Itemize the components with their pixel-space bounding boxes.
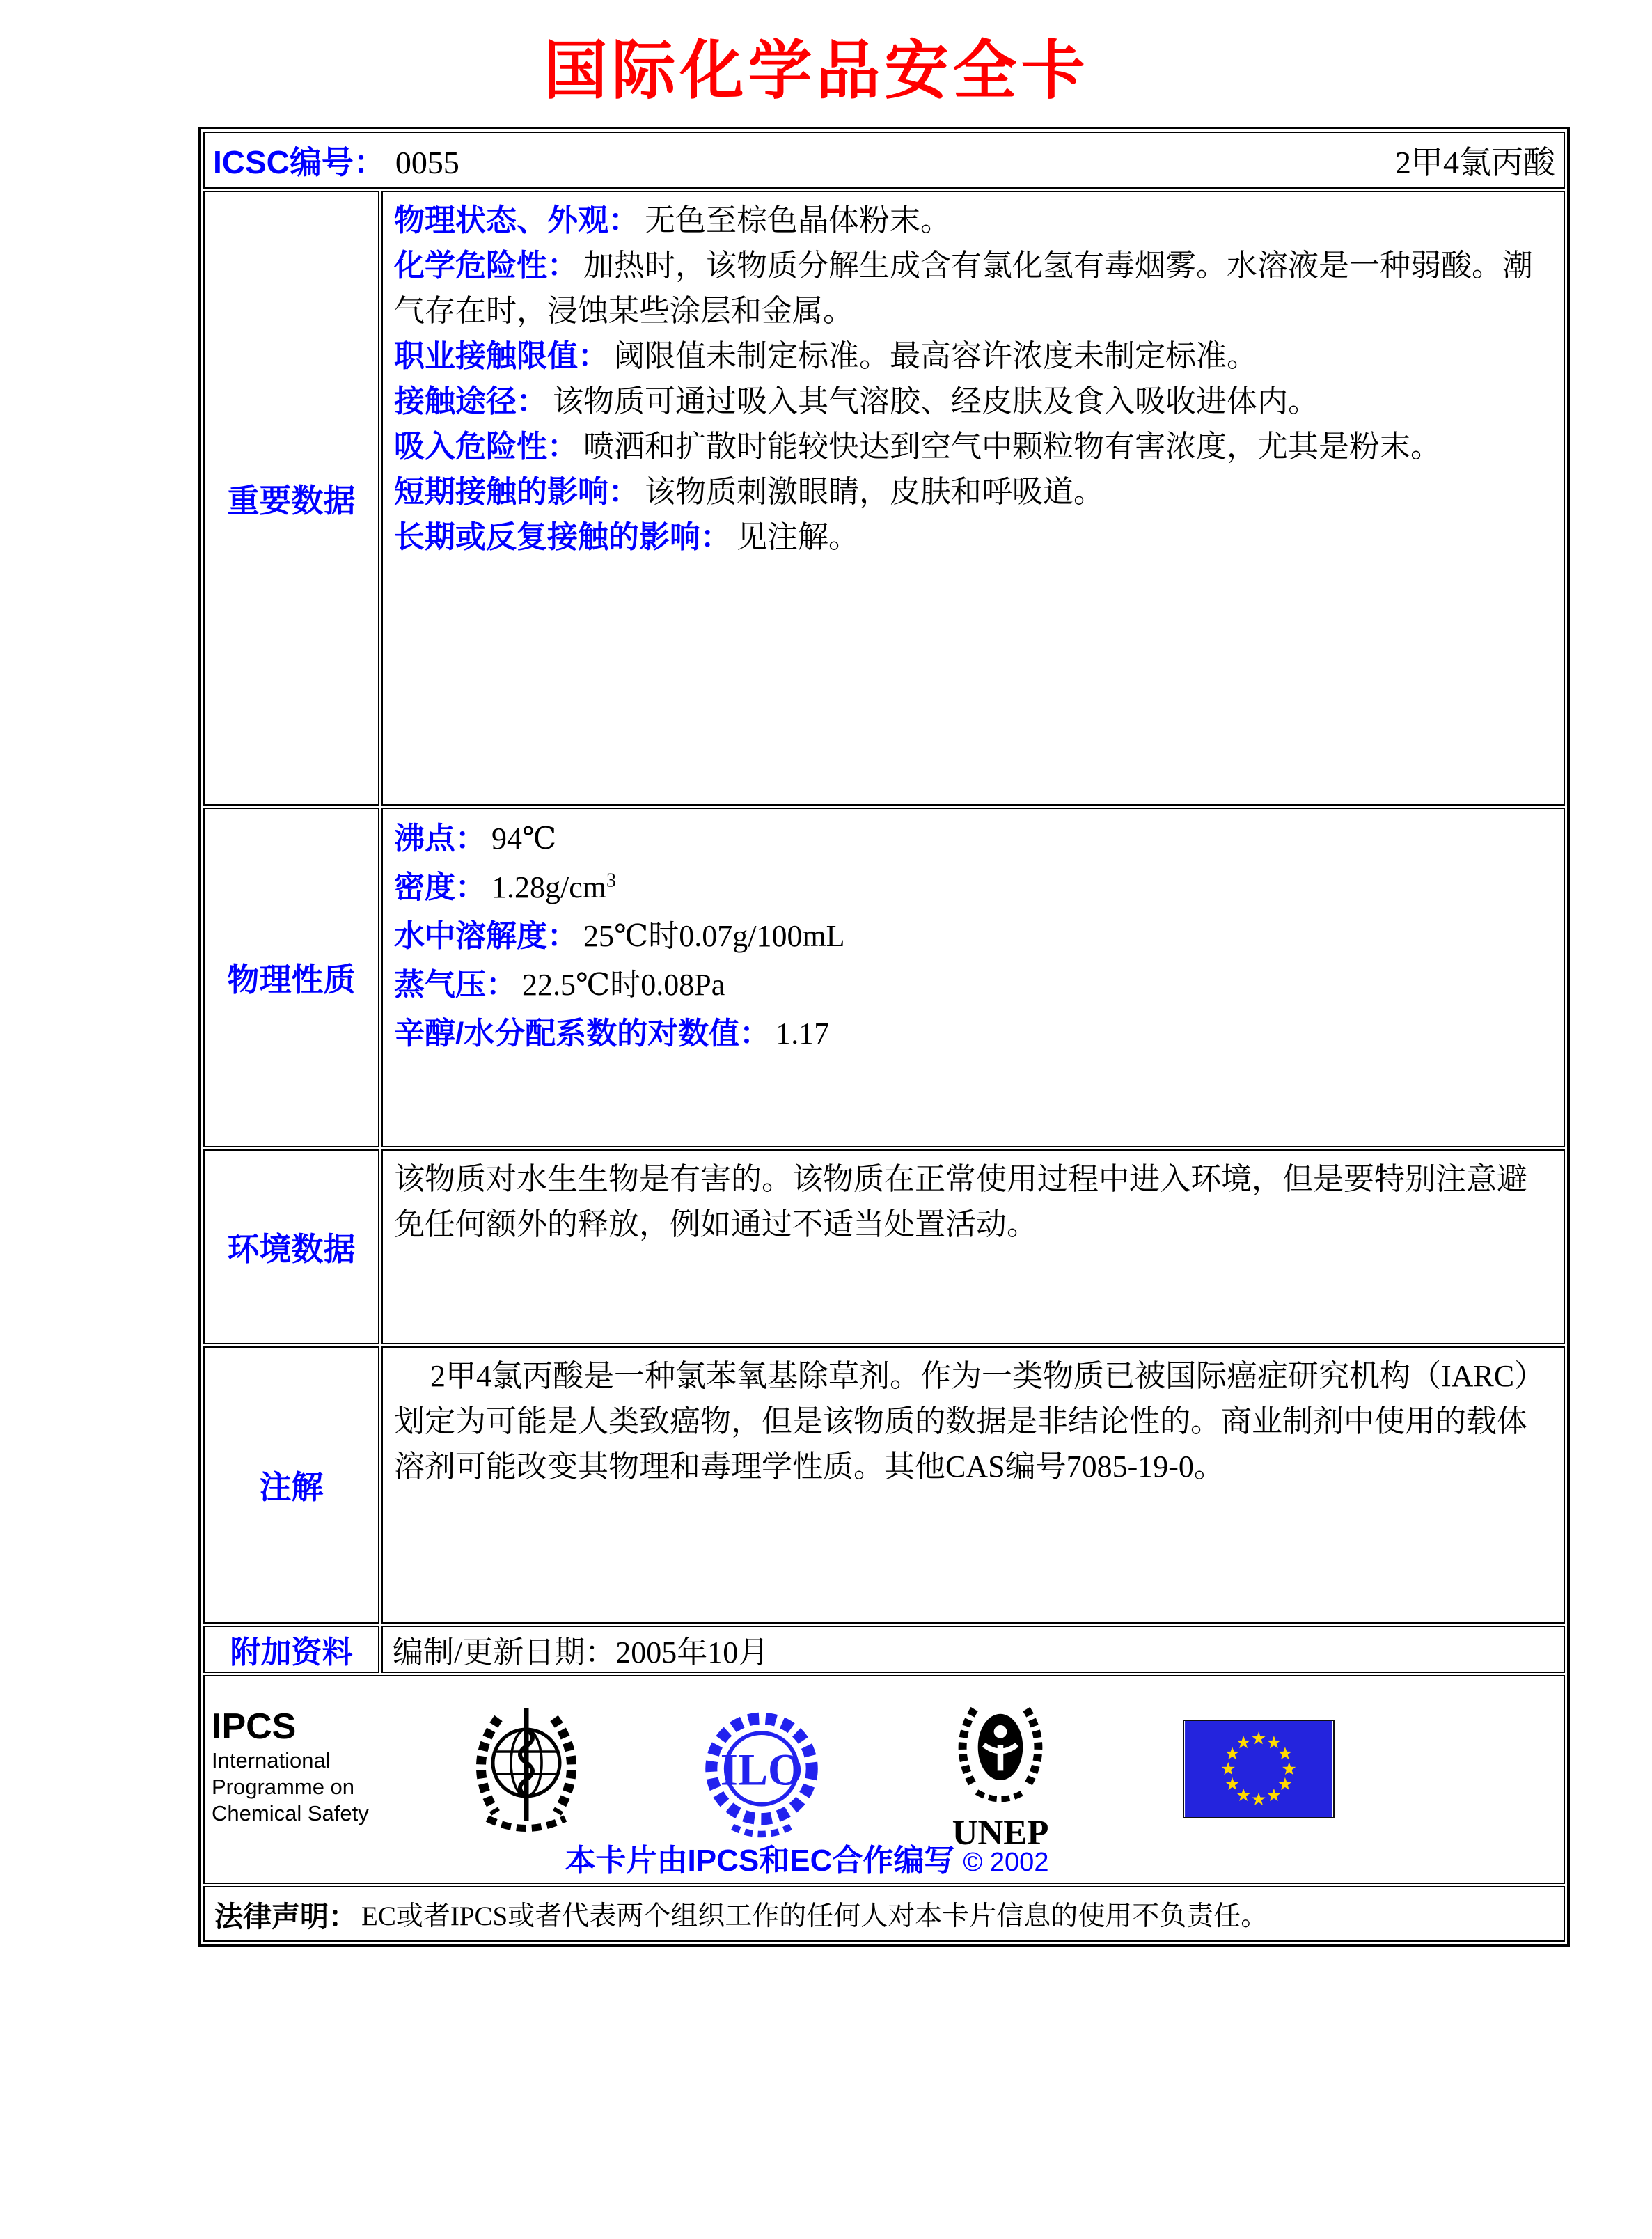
important-line: 物理状态、外观： 无色至棕色晶体粉末。 bbox=[394, 203, 951, 237]
unep-logo-icon bbox=[941, 1696, 1060, 1853]
eu-flag-icon bbox=[1183, 1720, 1335, 1818]
svg-text:UNEP: UNEP bbox=[952, 1813, 1049, 1853]
ipcs-subtitle-line: International bbox=[212, 1748, 331, 1773]
notes-text: 2甲4氯丙酸是一种氯苯氧基除草剂。作为一类物质已被国际癌症研究机构（IARC）划定为可能是人类致癌物，但是该物质的数据是非结论性的。商业制剂中使用的载体溶剂可能改变其物理和毒理学性质。其他CAS编号7085-19-0。 bbox=[394, 1359, 1545, 1484]
credit-line bbox=[205, 1835, 1409, 1880]
ipcs-subtitle-line: Programme on bbox=[212, 1775, 355, 1799]
legal-notice-label: 法律声明： bbox=[214, 1900, 357, 1933]
update-date-text: 编制/更新日期：2005年10月 bbox=[393, 1635, 769, 1670]
chemical-name: 2甲4氯丙酸 bbox=[1395, 145, 1555, 180]
important-line: 长期或反复接触的影响： 见注解。 bbox=[394, 520, 859, 554]
ipcs-text-block bbox=[212, 1706, 369, 1827]
important-line: 吸入危险性： 喷洒和扩散时能较快达到空气中颗粒物有害浓度，尤其是粉末。 bbox=[394, 430, 1441, 464]
important-line: 接触途径： 该物质可通过吸入其气溶胶、经皮肤及食入吸收进体内。 bbox=[394, 384, 1319, 418]
header-row bbox=[203, 132, 1565, 189]
ipcs-subtitle-line: Chemical Safety bbox=[212, 1801, 369, 1825]
important-line: 化学危险性： 加热时，该物质分解生成含有氯化氢有毒烟雾。水溶液是一种弱酸。潮气存在时，浸蚀某些涂层和金属。 bbox=[394, 249, 1533, 328]
physical-property-line: 沸点： 94℃ bbox=[394, 822, 557, 856]
physical-properties-content bbox=[381, 808, 1565, 1147]
footer-logos bbox=[205, 1676, 1564, 1883]
section-label-notes: 注解 bbox=[203, 1346, 379, 1624]
physical-property-line: 蒸气压： 22.5℃时0.08Pa bbox=[394, 968, 725, 1002]
footer-row bbox=[203, 1675, 1565, 1884]
icsc-number-group bbox=[213, 137, 459, 183]
section-label-environmental-data: 环境数据 bbox=[203, 1149, 379, 1344]
additional-info-row bbox=[203, 1626, 1565, 1673]
important-data-content bbox=[381, 191, 1565, 806]
icsc-number-label: ICSC编号： bbox=[213, 144, 386, 180]
section-label-physical-properties: 物理性质 bbox=[203, 808, 379, 1147]
who-logo-icon bbox=[457, 1702, 596, 1848]
physical-properties-row bbox=[203, 808, 1565, 1147]
icsc-card-table bbox=[198, 127, 1570, 1947]
legal-notice-text: EC或者IPCS或者代表两个组织工作的任何人对本卡片信息的使用不负责任。 bbox=[361, 1901, 1268, 1931]
density-superscript: 3 bbox=[606, 870, 616, 892]
copyright-text: © 2002 bbox=[963, 1848, 1049, 1877]
additional-info-content bbox=[381, 1626, 1565, 1673]
important-line: 职业接触限值： 阈限值未制定标准。最高容许浓度未制定标准。 bbox=[394, 339, 1257, 373]
environmental-data-row bbox=[203, 1149, 1565, 1344]
physical-property-line: 水中溶解度： 25℃时0.07g/100mL bbox=[394, 919, 845, 953]
ilo-logo-icon bbox=[695, 1702, 828, 1848]
environmental-data-content bbox=[381, 1149, 1565, 1344]
physical-property-line: 辛醇/水分配系数的对数值： 1.17 bbox=[394, 1016, 830, 1051]
credit-text: 本卡片由IPCS和EC合作编写 bbox=[565, 1844, 955, 1878]
important-data-row bbox=[203, 191, 1565, 806]
svg-text:ILO: ILO bbox=[720, 1744, 803, 1795]
environmental-data-text: 该物质对水生生物是有害的。该物质在正常使用过程中进入环境，但是要特别注意避免任何额外的释放，例如通过不适当处置活动。 bbox=[394, 1162, 1527, 1241]
physical-property-line: 密度： $1.28g/cm^3$ bbox=[394, 870, 616, 904]
legal-row bbox=[203, 1886, 1565, 1942]
notes-content bbox=[381, 1346, 1565, 1624]
section-label-important-data: 重要数据 bbox=[203, 191, 379, 806]
legal-notice bbox=[205, 1887, 1564, 1940]
ipcs-title: IPCS bbox=[212, 1706, 297, 1747]
important-line: 短期接触的影响： 该物质刺激眼睛，皮肤和呼吸道。 bbox=[394, 475, 1104, 509]
page-title: 国际化学品安全卡 bbox=[543, 36, 1089, 107]
notes-row bbox=[203, 1346, 1565, 1624]
section-label-additional-info: 附加资料 bbox=[203, 1626, 379, 1673]
icsc-number-value: 0055 bbox=[395, 145, 459, 180]
